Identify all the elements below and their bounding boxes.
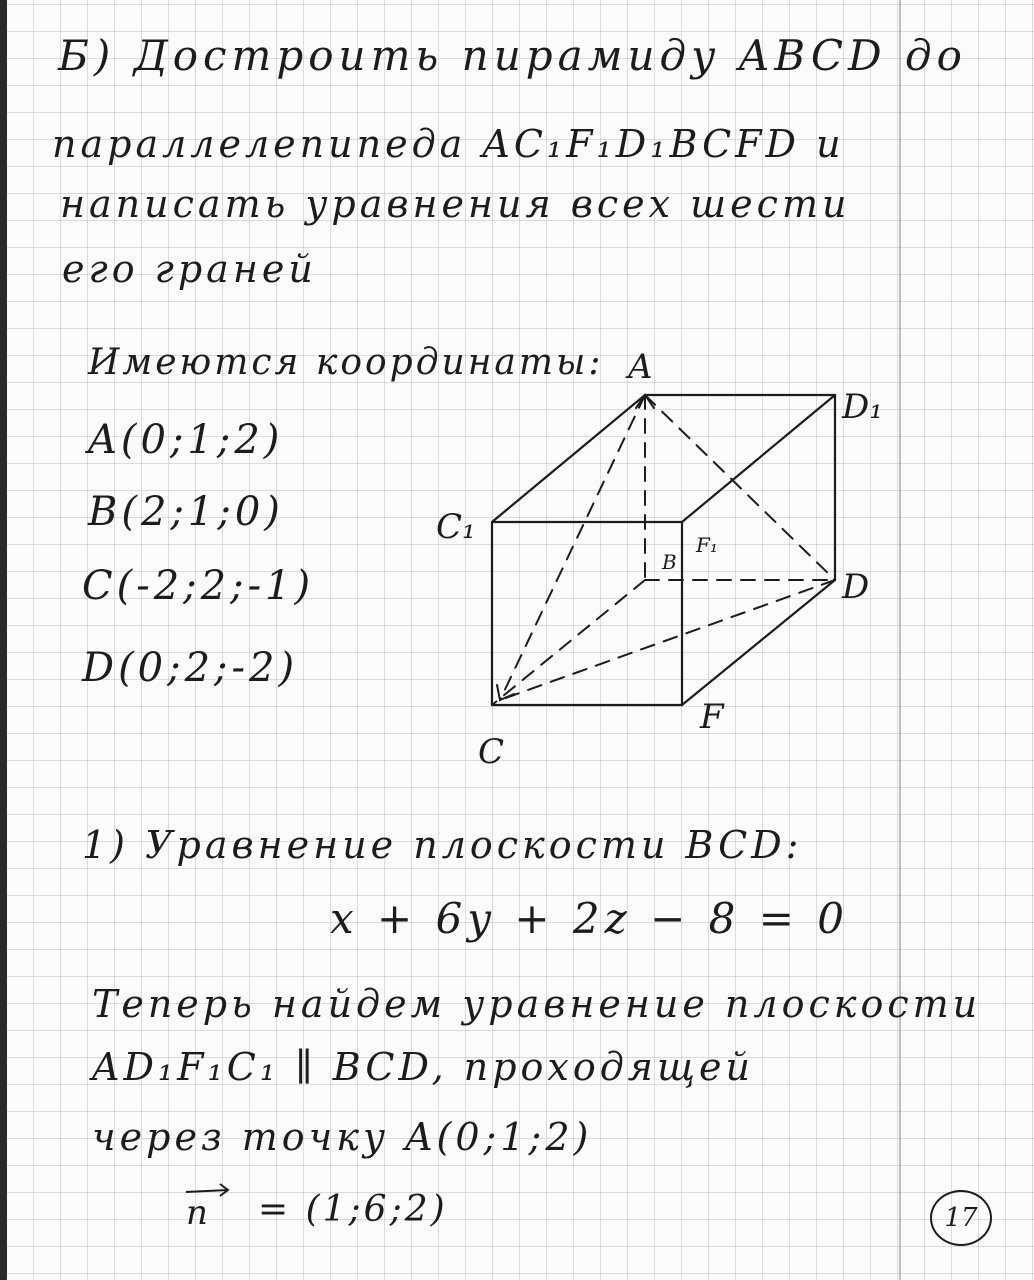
edge-b-c (492, 580, 645, 705)
vertex-label-a: A (628, 347, 653, 387)
step1-heading: 1) Уравнение плоскости BCD: (82, 823, 803, 867)
task-line-2: параллелепипеда AC₁F₁D₁BCFD и (52, 122, 845, 166)
edge-a-c1 (492, 395, 645, 522)
solution-line-2: AD₁F₁C₁ ∥ BCD, проходящей (92, 1045, 754, 1089)
coordinate-c: C(-2;2;-1) (82, 563, 315, 609)
vertex-label-b: B (662, 550, 677, 574)
vertex-label-f: F (700, 697, 724, 737)
vertex-label-d1: D₁ (842, 387, 883, 427)
edge-d-c (500, 580, 835, 700)
page-number: 17 (930, 1190, 992, 1246)
task-line-1: Б) Достроить пирамиду ABCD до (58, 31, 967, 80)
coordinate-a: A(0;1;2) (88, 417, 284, 463)
plane-bcd-equation: x + 6y + 2z − 8 = 0 (330, 894, 849, 943)
vertex-label-d: D (842, 567, 870, 607)
solution-line-1: Теперь найдем уравнение плоскости (92, 982, 982, 1026)
vertex-label-f1: F₁ (696, 533, 718, 557)
vertex-label-c1: C₁ (436, 507, 476, 547)
edge-f-d (682, 580, 835, 705)
task-line-3: написать уравнения всех шести (60, 182, 851, 226)
coordinates-heading: Имеются координаты: (88, 342, 604, 383)
normal-vector-value: = (1;6;2) (258, 1189, 448, 1230)
coordinate-d: D(0;2;-2) (82, 645, 299, 691)
solution-line-3: через точку A(0;1;2) (92, 1115, 593, 1159)
normal-vector-letter: n (186, 1193, 208, 1233)
coordinate-b: B(2;1;0) (88, 489, 284, 535)
edge-d1-f1 (682, 395, 835, 522)
edge-a-c (500, 395, 645, 700)
normal-vector-symbol (182, 1180, 242, 1240)
vertex-label-c: C (478, 732, 505, 772)
task-line-4: его граней (62, 247, 317, 291)
